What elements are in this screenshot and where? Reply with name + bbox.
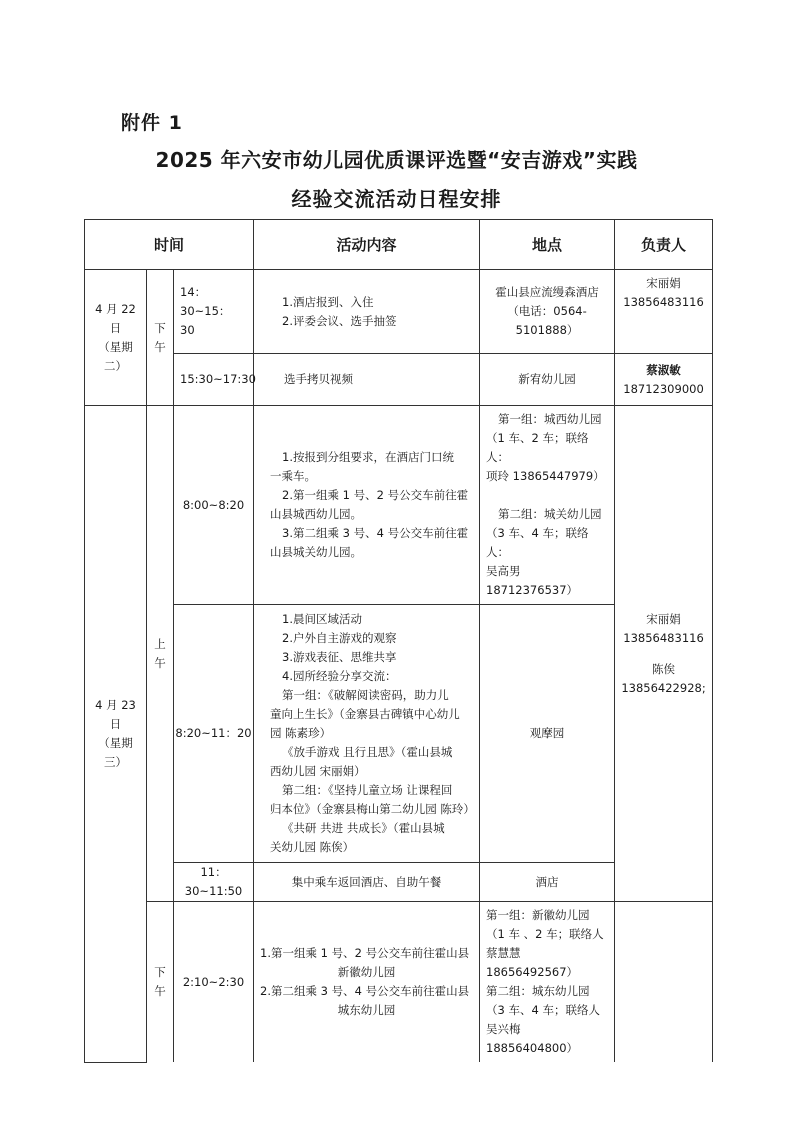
day2-owner: 宋丽娟 13856483116 陈俟 13856422928; (615, 406, 713, 902)
day1-row2-owner: 蔡淑敏 18712309000 (615, 354, 713, 406)
day1-period: 下 午 (147, 270, 174, 406)
day2-date: 4 月 23 日 （星期 三） (85, 406, 147, 1063)
day1-row1-owner: 宋丽娟 13856483116 (615, 270, 713, 354)
day2-row2-location: 观摩园 (480, 605, 615, 863)
table-row (85, 902, 713, 1063)
attachment-label: 附件 1 (121, 112, 183, 134)
day2-row2-time: 8:20~11：20 (174, 605, 254, 863)
day2-row4-location: 第一组：新徽幼儿园 （1 车 、2 车；联络人 蔡慧慧 18656492567） 第二组：城东幼儿园 （3 车、4 车；联络人 吴兴梅 18856404800） (480, 902, 615, 1063)
day1-row1-location: 霍山县应流缦森酒店 （电话：0564-5101888） (480, 270, 615, 354)
table-row (85, 270, 713, 354)
table-row (85, 354, 713, 406)
day1-row1-time: 14：30~15： 30 (174, 270, 254, 354)
header-time: 时间 (85, 220, 254, 270)
header-location: 地点 (480, 220, 615, 270)
table-row (85, 406, 713, 605)
day2-row3-location: 酒店 (480, 863, 615, 902)
day1-row2-location: 新宥幼儿园 (480, 354, 615, 406)
title-line-2: 经验交流活动日程安排 (291, 187, 502, 211)
day2-period-pm: 下 午 (147, 902, 174, 1063)
header-content: 活动内容 (254, 220, 480, 270)
day2-row1-location: 第一组：城西幼儿园 （1 车、2 车；联络人： 项玲 13865447979） 第二组：城关幼儿园 （3 车、4 车；联络人： 吴高男 18712376537） (480, 406, 615, 605)
day2-row3-content: 集中乘车返回酒店、自助午餐 (254, 863, 480, 902)
day1-row2-time: 15:30~17:30 (174, 354, 254, 406)
day2-row4-time: 2:10~2:30 (174, 902, 254, 1063)
day2-row3-time: 11：30~11:50 (174, 863, 254, 902)
day2-period-am: 上 午 (147, 406, 174, 902)
table-header-row (85, 220, 713, 270)
schedule-table (84, 219, 713, 1063)
day2-row1-content: 1.按报到分组要求，在酒店门口统 一乘车。 2.第一组乘 1 号、2 号公交车前往霍 山县城西幼儿园。 3.第二组乘 3 号、4 号公交车前往霍 山县城关幼儿园。 (254, 406, 480, 605)
day2-row1-time: 8:00~8:20 (174, 406, 254, 605)
day1-date: 4 月 22 日 （星期 二） (85, 270, 147, 406)
day1-row1-content: 1.酒店报到、入住 2.评委会议、选手抽签 (254, 270, 480, 354)
header-owner: 负责人 (615, 220, 713, 270)
title-line-1: 2025 年六安市幼儿园优质课评选暨“安吉游戏”实践 (155, 148, 638, 172)
day2-row4-owner (615, 902, 713, 1063)
day2-row4-content: 1.第一组乘 1 号、2 号公交车前往霍山县 新徽幼儿园 2.第二组乘 3 号、4 号公交车前往霍山县 城东幼儿园 (254, 902, 480, 1063)
day1-row2-content: 选手拷贝视频 (254, 354, 480, 406)
day2-row2-content: 1.晨间区域活动 2.户外自主游戏的观察 3.游戏表征、思维共享 4.园所经验分享交流： 第一组：《破解阅读密码，助力儿 童向上生长》（金寨县古碑镇中心幼儿 园 陈素珍） 《放手游戏 且行且思》（霍山县城 西幼儿园 宋丽娟） 第二组：《坚持儿童立场 让课程回 归本位》（金寨县梅山第二幼儿园 陈玲） 《共研 共进 共成长》（霍山县城 关幼儿园 陈俟） (254, 605, 480, 863)
